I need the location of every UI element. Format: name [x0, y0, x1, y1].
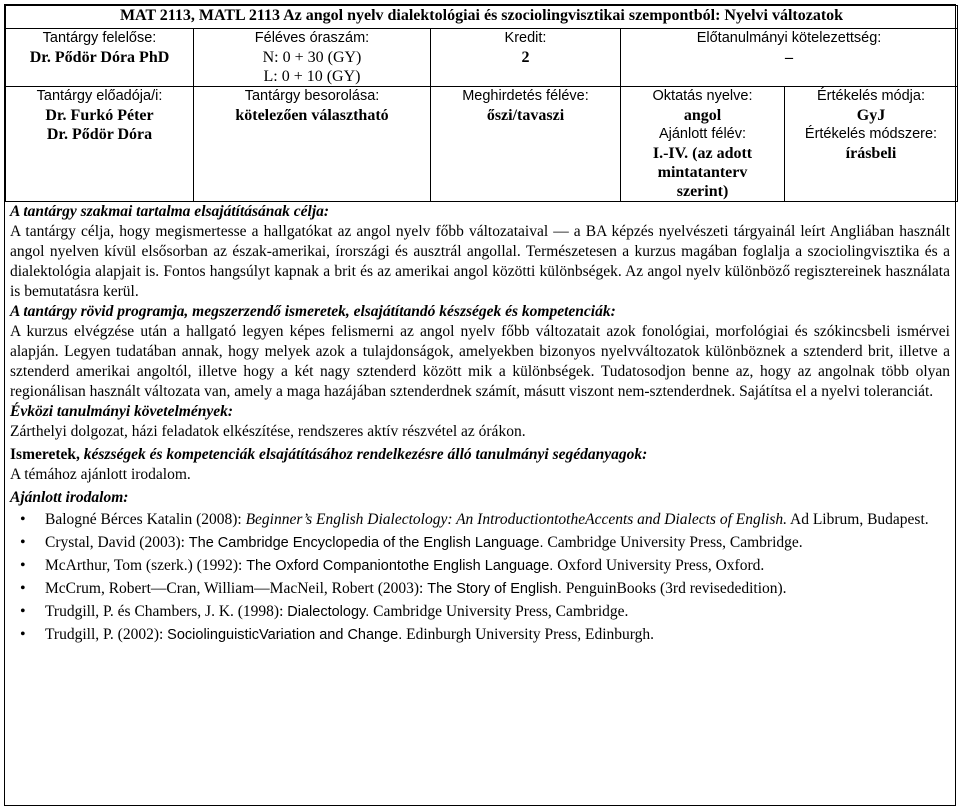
evkozi-heading: Évközi tanulmányi követelmények:	[10, 403, 234, 420]
seged-heading-rest: készségek és kompetenciák elsajátításához rendelkezésre álló tanulmányi segédanyagok:	[79, 446, 648, 463]
seged-heading-bold: Ismeretek,	[10, 446, 80, 463]
reference-item	[10, 602, 950, 622]
course-body	[5, 202, 955, 645]
evkozi-text: Zárthelyi dolgozat, házi feladatok elkészítése, rendszeres aktív részvétel az órákon.	[10, 423, 526, 440]
reference-title: The Cambridge Encyclopedia of the English Language.	[188, 535, 544, 551]
reference-publisher: Cambridge University Press, Cambridge.	[369, 603, 629, 620]
reference-author: McCrum, Robert—Cran, William—MacNeil, Robert (2003):	[45, 580, 428, 597]
reference-author: Balogné Bérces Katalin (2008):	[45, 511, 246, 528]
reference-publisher: PenguinBooks (3rd revisededition).	[561, 580, 787, 597]
kredit-cell	[431, 29, 621, 87]
reference-title: The Oxford Companiontothe English Language.	[246, 558, 554, 574]
oraszam-cell	[194, 29, 431, 87]
course-header-table	[5, 5, 958, 202]
course-title: MAT 2113, MATL 2113 Az angol nyelv dialektológiai és szociolingvisztikai szempontból: Nyelvi változatok	[6, 6, 958, 29]
reference-publisher: Oxford University Press, Oxford.	[553, 557, 765, 574]
reference-title: Dialectology.	[287, 604, 370, 620]
reference-title: The Story of English.	[427, 581, 562, 597]
eloado-1: Dr. Furkó Péter	[45, 107, 154, 124]
reference-title: Beginner’s English Dialectology: An IntroductiontotheAccents and Dialects of English.	[245, 511, 787, 528]
reference-author: Trudgill, P. és Chambers, J. K. (1998):	[45, 603, 288, 620]
reference-author: McArthur, Tom (szerk.) (1992):	[45, 557, 247, 574]
reference-item	[10, 556, 950, 576]
oraszam-n: N: 0 + 30 (GY)	[262, 49, 362, 66]
program-heading: A tantárgy rövid programja, megszerzendő ismeretek, elsajátítandó készségek és kompetenciák:	[10, 303, 616, 320]
elotan-cell	[621, 29, 958, 87]
ertmodsz-value: írásbeli	[845, 145, 897, 162]
ertekeles-cell	[785, 87, 958, 202]
cel-heading: A tantárgy szakmai tartalma elsajátításának célja:	[10, 203, 330, 220]
program-text: A kurzus elvégzése után a hallgató legyen képes felismerni az angol nyelv főbb változatait azok fonológiai, morfológiai és szókincsbeli ismérvei alapján. Legyen tudatában annak, hogy melyek azok a tulajdonságok, amelyekben bizonyos nyelvváltozatok különböznek a sztenderd brit, illetve a sztenderd amerikai angoltól, illetve hogy a két nagy sztenderd között mik a különbségek. Tudatosodjon benne az, hogy az angolnak több olyan regionálisan használt változata van, amely a maga hazájában sztenderdnek számít, másutt viszont nem-sztenderdnek. Sajátítsa el a nyelvi toleranciát.	[10, 323, 950, 400]
irodalom-heading: Ajánlott irodalom:	[10, 489, 129, 506]
reference-publisher: Cambridge University Press, Cambridge.	[543, 534, 803, 551]
reference-author: Crystal, David (2003):	[45, 534, 189, 551]
eloado-cell	[6, 87, 194, 202]
ertmodsz-label: Értékelés módszere:	[804, 126, 938, 142]
eloado-label: Tantárgy előadója/i:	[36, 88, 163, 104]
reference-author: Trudgill, P. (2002):	[45, 626, 168, 643]
oraszam-label: Féléves óraszám:	[254, 30, 370, 46]
meghird-cell	[431, 87, 621, 202]
reference-item	[10, 579, 950, 599]
elotan-value: –	[785, 49, 793, 66]
besorolas-value: kötelezően választható	[235, 107, 389, 124]
felelos-label: Tantárgy felelőse:	[42, 30, 157, 46]
seged-text: A témához ajánlott irodalom.	[10, 466, 191, 483]
meghird-value: őszi/tavaszi	[486, 107, 565, 124]
ertmod-label: Értékelés módja:	[817, 88, 925, 104]
reference-item	[10, 625, 950, 645]
elotan-label: Előtanulmányi kötelezettség:	[696, 30, 882, 46]
felelos-cell	[6, 29, 194, 87]
course-description-sheet	[4, 4, 956, 806]
reference-list	[10, 510, 950, 645]
kredit-label: Kredit:	[504, 30, 547, 46]
reference-item	[10, 510, 950, 530]
eloado-2: Dr. Pődör Dóra	[46, 126, 153, 143]
kredit-value: 2	[521, 49, 530, 66]
besorolas-cell	[194, 87, 431, 202]
oraszam-l: L: 0 + 10 (GY)	[263, 68, 361, 85]
reference-publisher: Edinburgh University Press, Edinburgh.	[402, 626, 655, 643]
nyelv-value: angol	[683, 107, 722, 124]
ajanlott-label: Ajánlott félév:	[658, 126, 747, 142]
nyelv-cell	[621, 87, 785, 202]
seged-heading	[10, 445, 950, 465]
nyelv-label: Oktatás nyelve:	[652, 88, 753, 104]
reference-item	[10, 533, 950, 553]
reference-publisher: Ad Librum, Budapest.	[787, 511, 929, 528]
ertmod-value: GyJ	[856, 107, 886, 124]
reference-title: SociolinguisticVariation and Change.	[167, 627, 403, 643]
felelos-value: Dr. Pődör Dóra PhD	[29, 49, 170, 66]
ajanlott-value: I.-IV. (az adott mintatanterv szerint)	[652, 145, 753, 200]
meghird-label: Meghirdetés féléve:	[462, 88, 589, 104]
besorolas-label: Tantárgy besorolása:	[244, 88, 380, 104]
cel-text: A tantárgy célja, hogy megismertesse a hallgatókat az angol nyelv főbb változataival — a BA képzés nyelvészeti tárgyainál leírt Angliában használt angol nyelven kívül elsősorban az észak-amerikai, írországi és ausztrál angollal. Természetesen a kurzus magában foglalja a szociolingvisztika és a dialektológia alapjait is. Fontos hangsúlyt kapnak a brit és az amerikai angol közötti különbségek. Az angol nyelv különböző regisztereinek használata is bemutatásra kerül.	[10, 223, 950, 300]
